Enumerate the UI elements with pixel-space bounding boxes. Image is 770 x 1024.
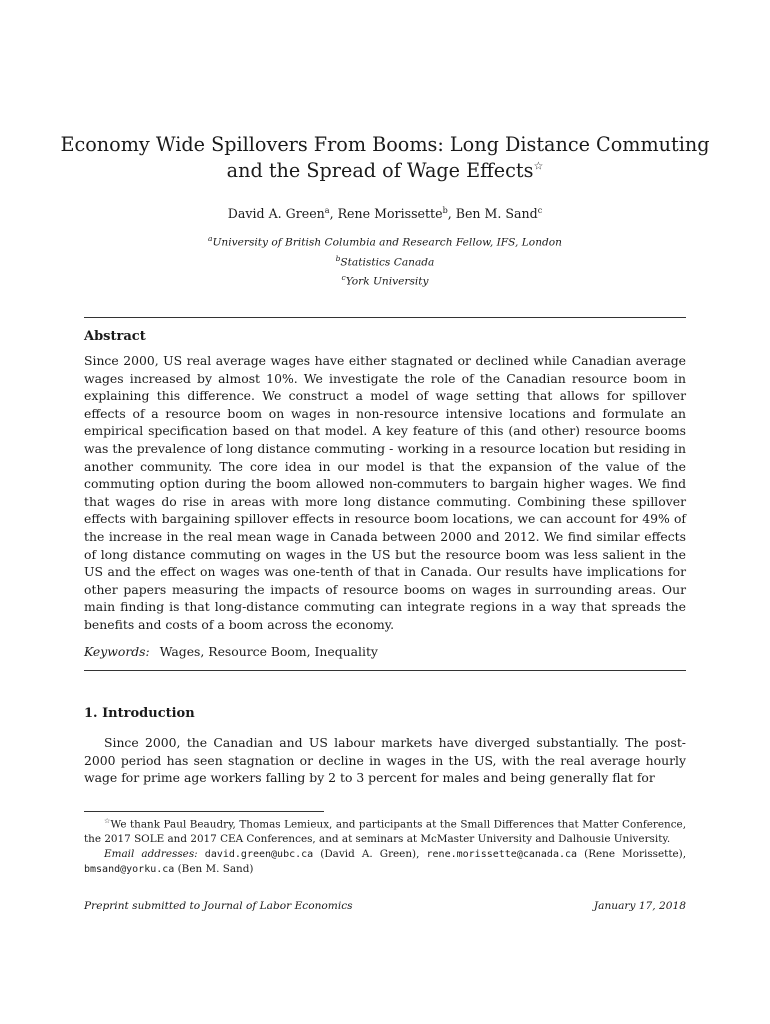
footnote-rule (84, 811, 324, 812)
keywords-label: Keywords: (84, 644, 150, 659)
affiliation-text: University of British Columbia and Research Fellow, IFS, London (212, 236, 562, 249)
preprint-note: Preprint submitted to Journal of Labor Economics (84, 900, 353, 912)
title-line-1: Economy Wide Spillovers From Booms: Long Distance Commuting (60, 133, 710, 156)
footnote (84, 814, 686, 877)
preprint-date: January 17, 2018 (593, 900, 686, 912)
email-link[interactable]: bmsand@yorku.ca (84, 864, 175, 876)
email-owner: (David A. Green), (320, 848, 420, 861)
author-list: David A. Green$^a$, Rene Morissette$^b$, Ben M. Sand$^c$ (227, 206, 543, 222)
abstract-bottom-rule (84, 670, 686, 671)
title-footnote-star: ☆ (533, 159, 544, 173)
author-name: David A. Green (227, 206, 325, 222)
affiliation-item (60, 270, 710, 290)
keywords-text: Wages, Resource Boom, Inequality (159, 644, 378, 659)
section-heading: 1. Introduction (84, 706, 195, 721)
introduction-text: Since 2000, the Canadian and US labour markets have diverged substantially. The post-2000 period has seen stagnation or decline in wages in the US, with the real average hourly wage for prime age workers falling by 2 to 3 percent for males and being generally flat for (84, 735, 686, 786)
paper-title (60, 132, 710, 184)
email-link[interactable]: rene.morissette@canada.ca (426, 849, 578, 861)
abstract-top-rule (84, 317, 686, 318)
author-affil-mark: c (537, 206, 543, 215)
author-affil-mark: b (442, 206, 448, 215)
affiliation-list (60, 231, 710, 290)
affiliation-item (60, 251, 710, 271)
title-line-2: and the Spread of Wage Effects (226, 159, 534, 182)
footnote-mark: ☆ (104, 817, 111, 825)
footnote-emails (84, 847, 686, 877)
author-affil-mark: a (324, 206, 330, 215)
email-link[interactable]: david.green@ubc.ca (204, 849, 314, 861)
author-name: Ben M. Sand (455, 206, 538, 222)
affiliation-mark: c (341, 273, 346, 283)
affiliation-item (60, 231, 710, 251)
email-owner: (Rene Morissette), (584, 848, 686, 861)
affiliation-text: York University (345, 275, 429, 288)
abstract-text: Since 2000, US real average wages have either stagnated or declined while Canadian average wages increased by almost 10%. We investigate the role of the Canadian resource boom in explaining this difference. We construct a model of wage setting that allows for spillover effects of a resource boom on wages in non-resource intensive locations and formulate an empirical specification based on that model. A key feature of this (and other) resource booms was the prevalence of long distance commuting - working in a resource location but residing in another community. The core idea in our model is that the expansion of the value of the commuting option during the boom allowed non-commuters to bargain higher wages. We find that wages do rise in areas with more long distance commuting. Combining these spillover effects with bargaining spillover effects in resource boom locations, we can account for 49% of the increase in the real mean wage in Canada between 2000 and 2012. We find similar effects of long distance commuting on wages in the US but the resource boom was less salient in the US and the effect on wages was one-tenth of that in Canada. Our results have implications for other papers measuring the impacts of resource booms on wages in surrounding areas. Our main finding is that long-distance commuting can integrate regions in a way that spreads the benefits and costs of a boom across the economy. (84, 353, 686, 632)
email-owner: (Ben M. Sand) (177, 863, 254, 876)
affiliation-mark: b (335, 253, 341, 263)
email-label: Email addresses: (104, 848, 198, 861)
affiliation-mark: a (208, 234, 213, 243)
abstract-heading: Abstract (84, 329, 146, 344)
author-name: Rene Morissette (337, 206, 443, 222)
footnote-thanks: We thank Paul Beaudry, Thomas Lemieux, and participants at the Small Differences that Matter Conference, the 2017 SOLE and 2017 CEA Conferences, and at seminars at McMaster University and Dalhousie University. (84, 818, 686, 846)
affiliation-text: Statistics Canada (340, 256, 435, 269)
keywords (84, 643, 686, 661)
